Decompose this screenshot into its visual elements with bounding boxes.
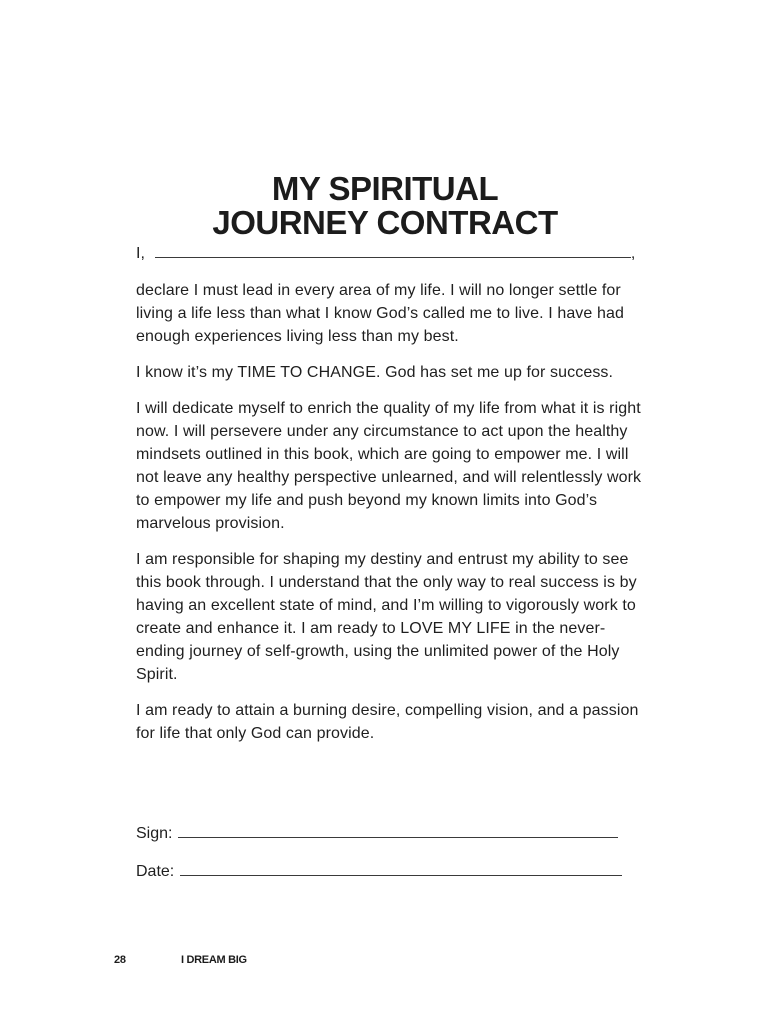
page-title — [0, 172, 770, 240]
date-blank — [180, 861, 622, 876]
paragraph-1: declare I must lead in every area of my life. I will no longer settle for living a life less than what I know God’s called me to live. I have had enough experiences living less than my best. — [136, 282, 624, 345]
sign-row — [136, 823, 618, 844]
date-row — [136, 861, 622, 882]
name-suffix: , — [630, 245, 636, 262]
name-blank — [155, 243, 631, 258]
paragraph-2: I know it’s my TIME TO CHANGE. God has set me up for success. — [136, 364, 614, 381]
date-label: Date: — [136, 863, 175, 880]
contract-body — [136, 279, 646, 758]
name-prefix: I, — [136, 245, 145, 262]
page-number: 28 — [114, 954, 126, 966]
sign-blank — [178, 823, 618, 838]
paragraph-3: I will dedicate myself to enrich the quality of my life from what it is right now. I will persevere under any circumstance to act upon the healthy mindsets outlined in this book, which are going to empower me. I will not leave any healthy perspective unlearned, and will relentlessly work to empower my life and push beyond my known limits into God’s marvelous provision. — [136, 400, 642, 532]
title-line-2: JOURNEY CONTRACT — [212, 204, 558, 241]
running-head: I DREAM BIG — [181, 954, 247, 966]
paragraph-4: I am responsible for shaping my destiny and entrust my ability to see this book through. I understand that the only way to real success is by having an excellent state of mind, and I’m willing to vigorously work to create and enhance it. I am ready to LOVE MY LIFE in the never-ending journey of self-growth, using the unlimited power of the Holy Spirit. — [136, 551, 637, 683]
name-fill-line — [136, 243, 636, 264]
paragraph-5: I am ready to attain a burning desire, compelling vision, and a passion for life that only God can provide. — [136, 702, 639, 742]
title-line-1: MY SPIRITUAL — [271, 170, 499, 207]
sign-label: Sign: — [136, 825, 173, 842]
